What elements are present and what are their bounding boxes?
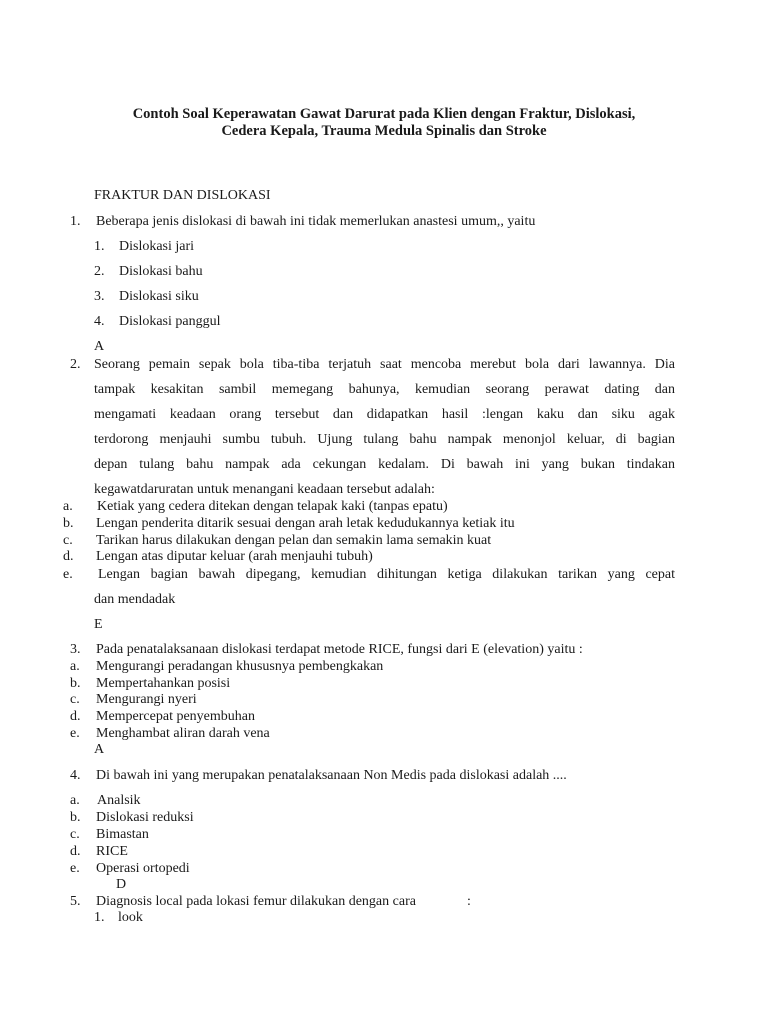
q2-option-label: d. [63,549,74,564]
q2-option-text: Lengan atas diputar keluar (arah menjauhi tubuh) [96,549,373,564]
q2-option-text: Lengan penderita ditarik sesuai dengan arah letak kedudukannya ketiak itu [96,516,515,531]
q3-option-label: d. [70,709,81,724]
document-title-line-2: Cedera Kepala, Trauma Medula Spinalis dan Stroke [221,123,547,139]
q1-option-text: Dislokasi panggul [119,314,221,329]
q4-option-text: Analsik [97,793,141,808]
question-1-answer: A [94,339,105,354]
document-title-line-1: Contoh Soal Keperawatan Gawat Darurat pada Klien dengan Fraktur, Dislokasi, [132,106,636,122]
question-2-number: 2. [70,357,81,372]
q1-option-label: 3. [94,289,105,304]
q1-option-text: Dislokasi bahu [119,264,203,279]
q3-option-label: e. [70,726,80,741]
q3-option-text: Mempertahankan posisi [96,676,231,691]
question-1-number: 1. [70,214,81,229]
q1-option-label: 1. [94,239,105,254]
q2-option-label: a. [63,499,73,514]
q4-option-text: Dislokasi reduksi [96,810,194,825]
q1-option-label: 2. [94,264,105,279]
q1-option-text: Dislokasi jari [119,239,195,254]
q2-option-label: c. [63,533,73,548]
q3-option-label: a. [70,659,80,674]
q4-option-label: a. [70,793,80,808]
q2-option-text: Ketiak yang cedera ditekan dengan telapak kaki (tanpas epatu) [97,499,448,514]
question-5-number: 5. [70,894,81,909]
question-2-text-line: kegawatdaruratan untuk menangani keadaan tersebut adalah: [94,482,435,497]
q3-option-text: Mengurangi nyeri [96,692,197,707]
q3-option-text: Mempercepat penyembuhan [96,709,255,724]
question-2-text-line: depan tulang bahu nampak ada cekungan kedalam. Di bawah ini yang bukan tindakan [94,457,675,472]
question-2-answer: E [94,617,103,632]
q4-option-text: Operasi ortopedi [96,861,190,876]
question-4-text: Di bawah ini yang merupakan penatalaksanaan Non Medis pada dislokasi adalah .... [96,768,567,783]
question-5-colon: : [467,894,471,909]
question-3-answer: A [94,742,105,757]
q2-option-label: e. [63,567,73,582]
q2-option-e-continuation: dan mendadak [94,592,176,607]
q4-option-label: b. [70,810,81,825]
q1-option-label: 4. [94,314,105,329]
q5-option-text: look [118,910,143,925]
question-3-text: Pada penatalaksanaan dislokasi terdapat metode RICE, fungsi dari E (elevation) yaitu : [96,642,583,657]
q3-option-text: Mengurangi peradangan khususnya pembengkakan [96,659,384,674]
q4-option-text: Bimastan [96,827,149,842]
question-2-text-line: mengamati keadaan orang tersebut dan didapatkan hasil :lengan kaku dan siku agak [94,407,675,422]
question-2-text-line: tampak kesakitan sambil memegang bahunya, kemudian seorang perawat dating dan [94,382,675,397]
q2-option-text: Lengan bagian bawah dipegang, kemudian dihitungan ketiga dilakukan tarikan yang cepat [98,567,675,582]
q4-option-label: d. [70,844,81,859]
question-2-text-line: terdorong menjauhi sumbu tubuh. Ujung tulang bahu nampak menonjol keluar, di bagian [94,432,675,447]
q2-option-label: b. [63,516,74,531]
question-1-text: Beberapa jenis dislokasi di bawah ini tidak memerlukan anastesi umum,, yaitu [96,214,536,229]
q4-option-text: RICE [96,844,128,859]
q5-option-label: 1. [94,910,105,925]
question-3-number: 3. [70,642,81,657]
question-2-text-line: Seorang pemain sepak bola tiba-tiba terjatuh saat mencoba merebut bola dari lawannya. Dia [94,357,675,372]
question-4-number: 4. [70,768,81,783]
q2-option-text: Tarikan harus dilakukan dengan pelan dan semakin lama semakin kuat [96,533,492,548]
q4-option-label: c. [70,827,80,842]
question-5-text: Diagnosis local pada lokasi femur dilakukan dengan cara [96,894,416,909]
q1-option-text: Dislokasi siku [119,289,199,304]
q3-option-label: c. [70,692,80,707]
question-4-answer: D [116,877,127,892]
q3-option-text: Menghambat aliran darah vena [96,726,270,741]
q3-option-label: b. [70,676,81,691]
q4-option-label: e. [70,861,80,876]
section-heading: FRAKTUR DAN DISLOKASI [94,188,271,203]
